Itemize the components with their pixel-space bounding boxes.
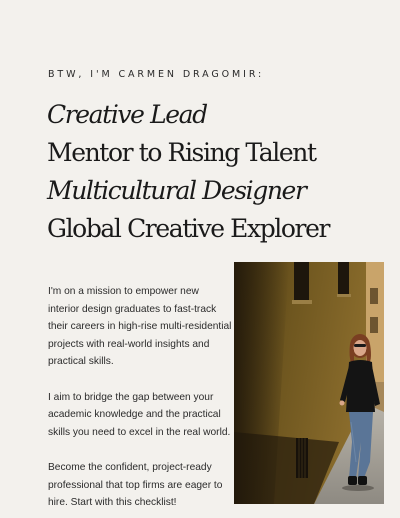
intro-heading: BTW, I'M CARMEN DRAGOMIR: bbox=[48, 69, 265, 80]
paragraph-mission: I'm on a mission to empower new interior design graduates to fast-track their careers in high-rise multi-residential projects with real-world insights and practical skills. bbox=[48, 286, 232, 368]
role-mentor: Mentor to Rising Talent bbox=[47, 138, 316, 167]
roles-list bbox=[47, 96, 329, 248]
role-multicultural-designer: Multicultural Designer bbox=[47, 176, 306, 205]
portrait-photo bbox=[234, 262, 384, 504]
role-global-explorer: Global Creative Explorer bbox=[47, 214, 330, 243]
body-text bbox=[48, 283, 232, 512]
paragraph-bridge: I aim to bridge the gap between your academic knowledge and the practical skills you need to excel in the real world. bbox=[48, 391, 231, 438]
paragraph-cta: Become the confident, project-ready professional that top firms are eager to hire. Start with this checklist! bbox=[48, 461, 223, 509]
role-creative-lead: Creative Lead bbox=[47, 100, 207, 129]
